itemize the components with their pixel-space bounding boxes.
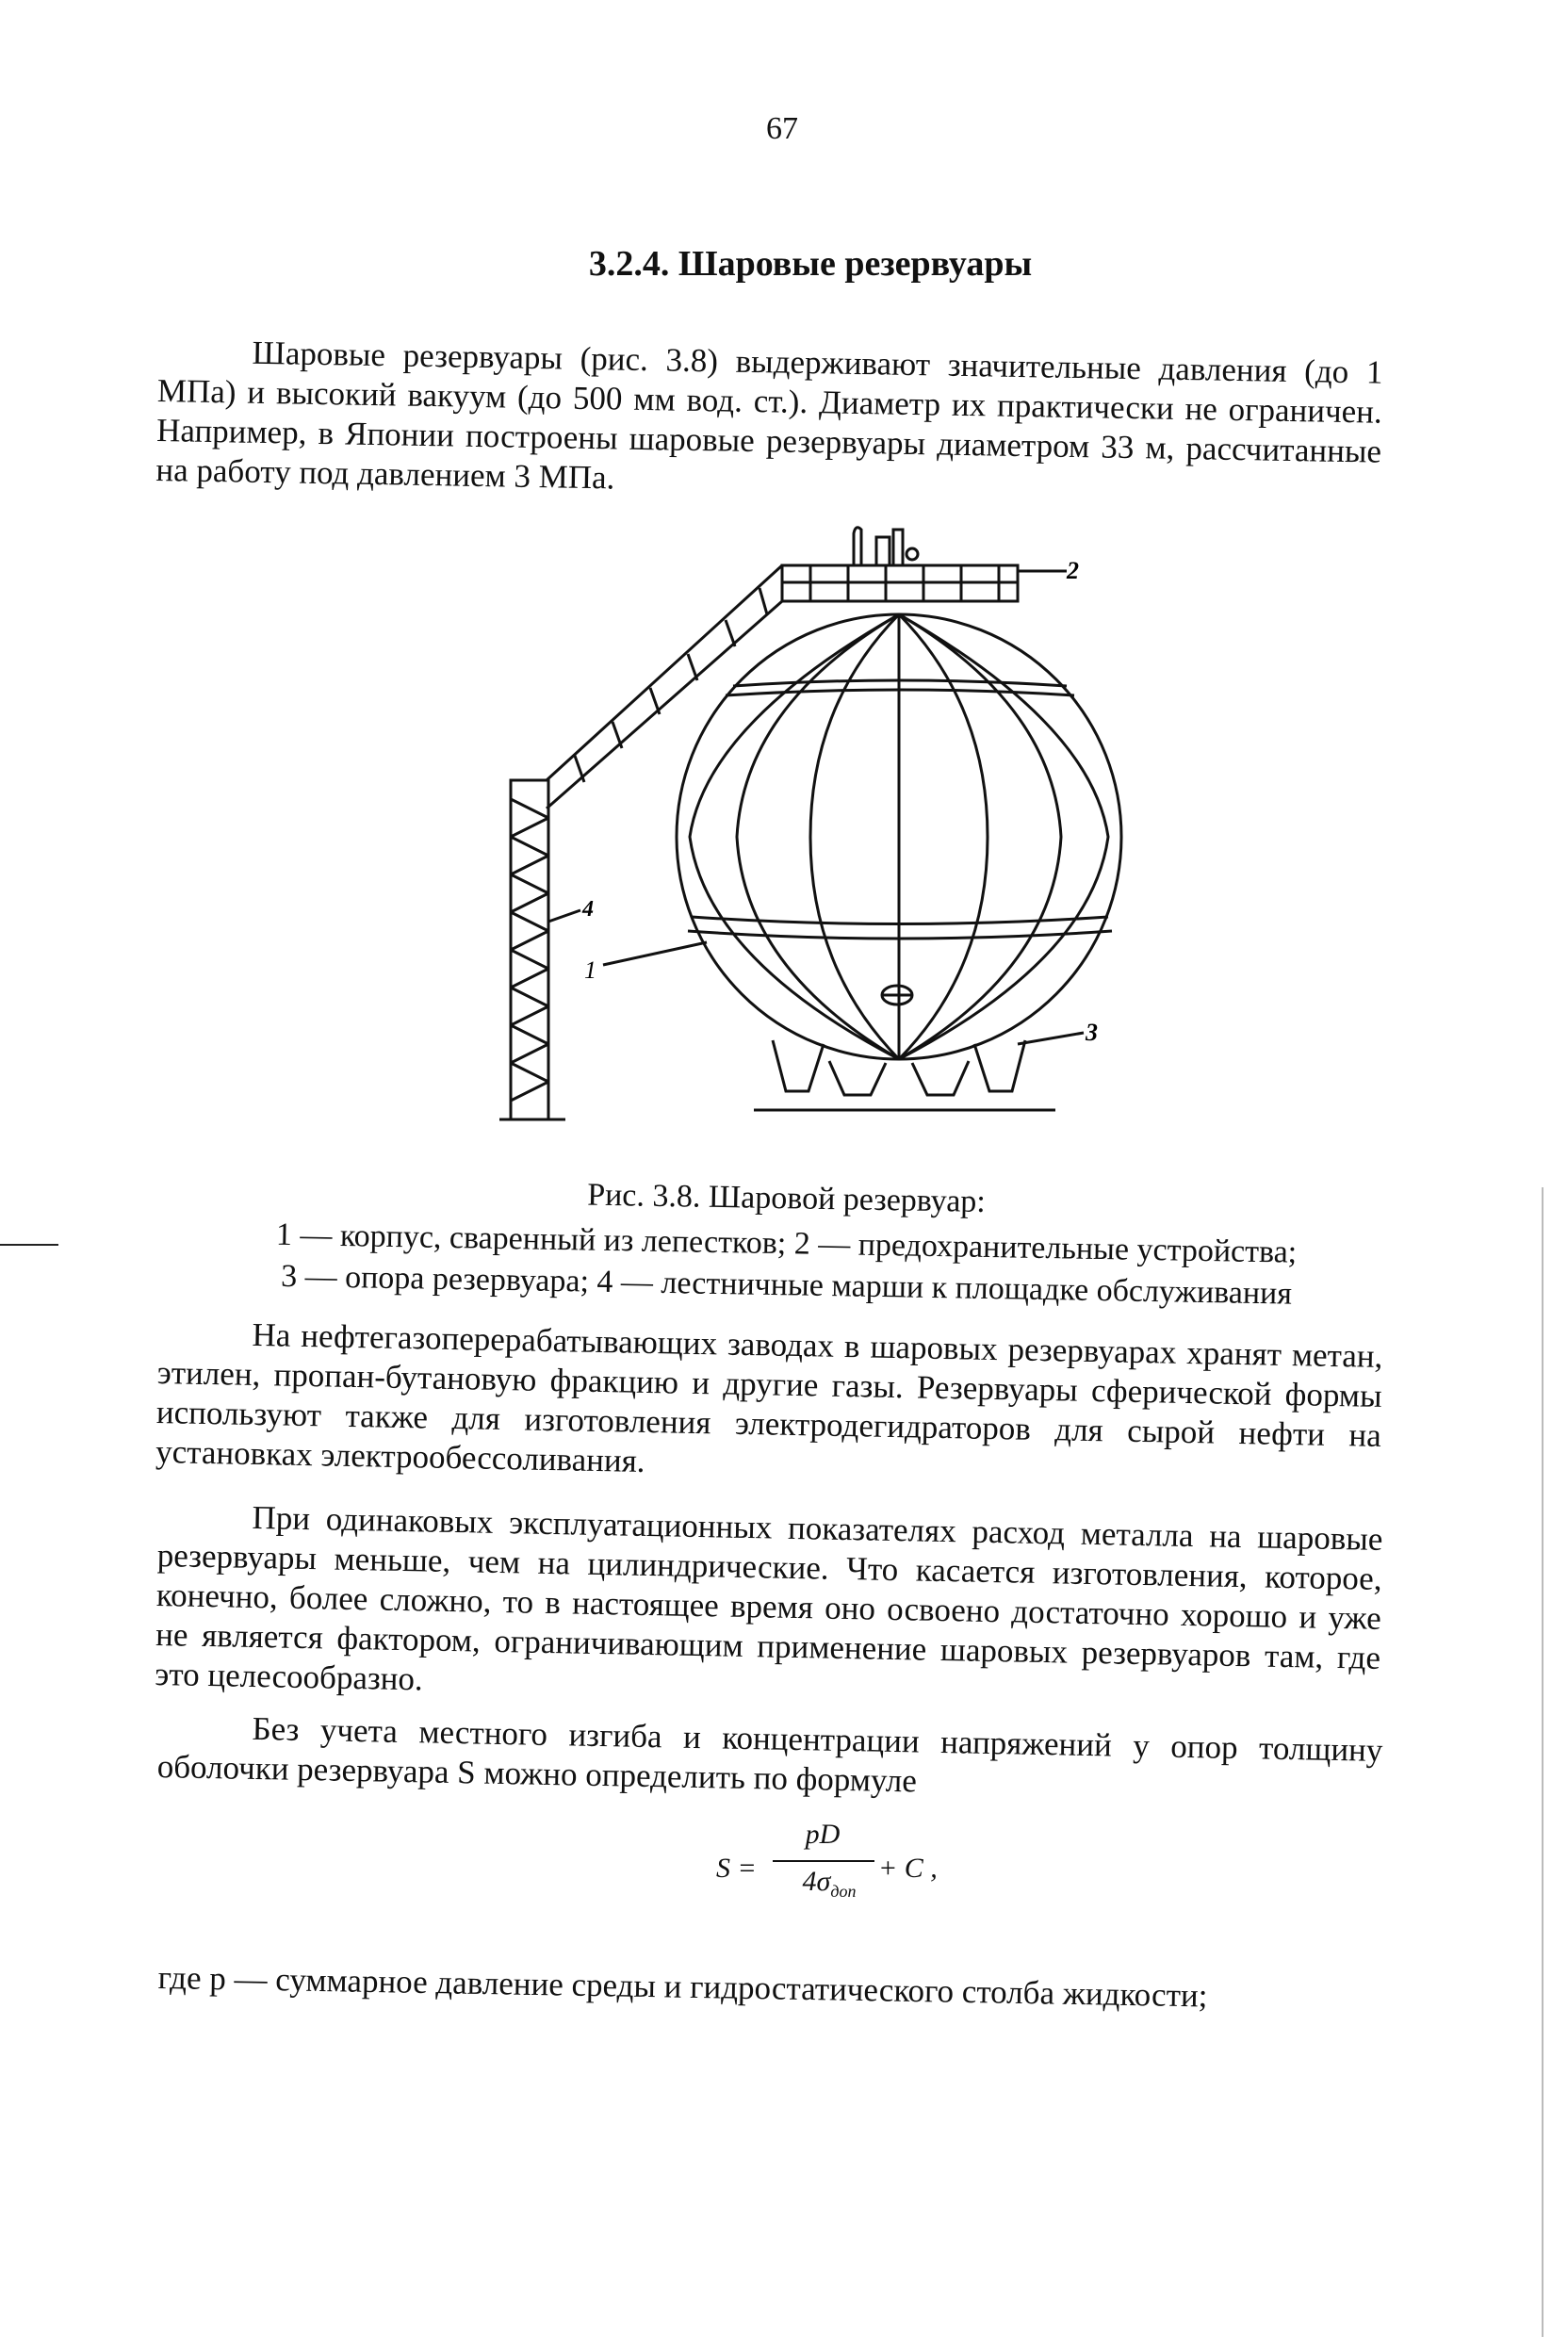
formula-denominator: $4\sigma_{доп}$: [802, 1866, 857, 1901]
where-line: где p — суммарное давление среды и гидростатического столба жидкости;: [157, 1958, 1208, 2015]
label-3: 3: [1086, 1019, 1098, 1046]
page-number: 67: [766, 111, 798, 146]
intro-paragraph: Шаровые резервуары (рис. 3.8) выдерживают значительные давления (до 1 МПа) и высокий вакуум (до 500 мм вод. ст.). Диаметр их практически не ограничен. Например, в Японии построены шаровые резервуары диаметром 33 м, рассчитанные на работу под давлением 3 МПа.: [155, 334, 1383, 497]
section-title: 3.2.4. Шаровые резервуары: [588, 244, 1033, 284]
formula-lhs: S =: [716, 1853, 757, 1884]
spherical-tank-figure: [490, 516, 1131, 1138]
scan-edge-artifact: [1542, 1187, 1544, 2337]
formula-rhs: + C ,: [878, 1853, 938, 1884]
label-4: 4: [582, 897, 594, 922]
scan-artifact-line: [0, 1244, 58, 1246]
label-1: 1: [584, 956, 596, 984]
figure-caption-line-2: 3 — опора резервуара; 4 — лестничные марши к площадке обслуживания: [280, 1258, 1293, 1312]
formula-numerator: pD: [805, 1819, 841, 1850]
figure-caption-title: Рис. 3.8. Шаровой резервуар:: [586, 1177, 987, 1219]
label-2: 2: [1067, 557, 1079, 584]
fraction-bar: [773, 1860, 874, 1862]
paragraph-metal-consumption: При одинаковых эксплуатационных показателях расход металла на шаровые резервуары меньше, чем на цилиндрические. Что касается изготовления, которое, конечно, более сложно, то в настоящее время оно освоено достаточно хорошо и уже не является фактором, ограничивающим применение шаровых резервуаров там, где это целесообразно.: [155, 1498, 1383, 1698]
spherical-tank-drawing: [490, 516, 1131, 1138]
thickness-formula: [716, 1819, 961, 1913]
paragraph-thickness: Без учета местного изгиба и концентрации напряжений у опор толщину оболочки резервуара S можно определить по формуле: [156, 1709, 1383, 1800]
formula-subscript: доп: [830, 1882, 857, 1901]
paragraph-gases: На нефтегазоперерабатывающих заводах в шаровых резервуарах хранят метан, этилен, пропан-бутановую фракцию и другие газы. Резервуары сферической формы используют также для изготовления электродегидраторов для сырой нефти на установках электрообессоливания.: [155, 1315, 1383, 1479]
figure-caption-line-1: 1 — корпус, сваренный из лепестков; 2 — предохранительные устройства;: [275, 1217, 1298, 1270]
